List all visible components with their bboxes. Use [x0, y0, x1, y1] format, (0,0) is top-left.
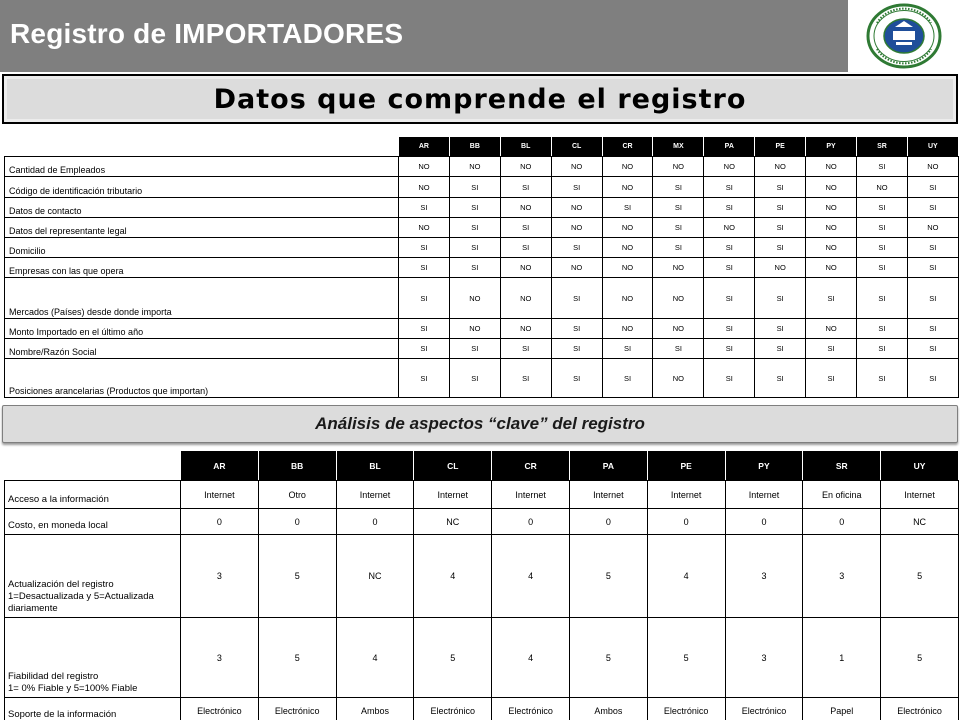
table-cell: 4	[414, 535, 492, 618]
table-cell: Electrónico	[258, 698, 336, 720]
row-label: Empresas con las que opera	[5, 258, 399, 278]
table-cell: Internet	[414, 481, 492, 509]
column-header-pe: PE	[755, 137, 806, 157]
table-cell: NO	[602, 319, 653, 339]
table-cell: SI	[857, 218, 908, 238]
logo	[848, 0, 960, 72]
table-cell: 4	[492, 618, 570, 698]
table-cell: SI	[602, 339, 653, 359]
row-label: Nombre/Razón Social	[5, 339, 399, 359]
table-cell: NO	[653, 359, 704, 398]
table-cell: Electrónico	[881, 698, 959, 720]
table-cell: SI	[704, 359, 755, 398]
table-row	[5, 618, 959, 698]
table-cell: 0	[336, 509, 414, 535]
table-cell: 5	[647, 618, 725, 698]
column-header-cl: CL	[414, 451, 492, 481]
table-cell: NO	[806, 157, 857, 177]
table-row	[5, 339, 959, 359]
table-cell: SI	[755, 339, 806, 359]
table-cell: NO	[399, 177, 450, 198]
table-cell: Electrónico	[492, 698, 570, 720]
column-header-cr: CR	[602, 137, 653, 157]
row-label: Cantidad de Empleados	[5, 157, 399, 177]
table-cell: SI	[653, 238, 704, 258]
table-cell: NO	[806, 177, 857, 198]
table-corner-cell	[5, 451, 181, 481]
column-header-sr: SR	[857, 137, 908, 157]
table-cell: SI	[704, 258, 755, 278]
section-title-analisis: Análisis de aspectos “clave” del registro	[315, 414, 645, 433]
column-header-pa: PA	[569, 451, 647, 481]
table-cell: 3	[181, 535, 259, 618]
column-header-py: PY	[806, 137, 857, 157]
table-cell: NO	[806, 258, 857, 278]
table-cell: SI	[399, 238, 450, 258]
table-cell: NO	[907, 157, 958, 177]
table-row	[5, 319, 959, 339]
table-cell: NO	[500, 198, 551, 218]
table-cell: 0	[803, 509, 881, 535]
table-cell: En oficina	[803, 481, 881, 509]
table-cell: NO	[399, 218, 450, 238]
table-cell: NO	[602, 278, 653, 319]
table-cell: SI	[907, 258, 958, 278]
table-cell: 0	[492, 509, 570, 535]
column-header-bb: BB	[449, 137, 500, 157]
table-cell: SI	[551, 339, 602, 359]
table-row	[5, 481, 959, 509]
table-cell: SI	[653, 177, 704, 198]
table-cell: SI	[399, 198, 450, 218]
table-cell: NO	[602, 157, 653, 177]
page-title: Registro de IMPORTADORES	[10, 18, 404, 49]
row-label: Mercados (Países) desde donde importa	[5, 278, 399, 319]
table-cell: 0	[258, 509, 336, 535]
table-cell: NO	[602, 177, 653, 198]
table-cell: Internet	[492, 481, 570, 509]
table-cell: Electrónico	[414, 698, 492, 720]
table-cell: SI	[806, 339, 857, 359]
analisis-registro-table	[4, 450, 959, 720]
table-cell: SI	[449, 339, 500, 359]
table-cell: SI	[857, 258, 908, 278]
table-cell: SI	[857, 278, 908, 319]
table-row	[5, 258, 959, 278]
table-row	[5, 359, 959, 398]
table-cell: SI	[704, 198, 755, 218]
table-cell: NO	[500, 319, 551, 339]
column-header-bl: BL	[336, 451, 414, 481]
table-cell: NO	[449, 157, 500, 177]
column-header-ar: AR	[399, 137, 450, 157]
table-cell: SI	[857, 339, 908, 359]
table-cell: NO	[500, 278, 551, 319]
table-cell: SI	[449, 198, 500, 218]
table-cell: Electrónico	[181, 698, 259, 720]
table-corner-cell	[5, 137, 399, 157]
table-cell: NO	[602, 238, 653, 258]
table-cell: SI	[704, 319, 755, 339]
table-cell: SI	[755, 278, 806, 319]
table-cell: SI	[449, 218, 500, 238]
table-cell: NC	[336, 535, 414, 618]
datos-registro-table	[4, 136, 959, 398]
table-cell: 0	[647, 509, 725, 535]
table-cell: SI	[551, 177, 602, 198]
table-cell: SI	[653, 198, 704, 218]
table-cell: SI	[907, 339, 958, 359]
column-header-py: PY	[725, 451, 803, 481]
table-cell: Internet	[725, 481, 803, 509]
table-cell: NO	[602, 218, 653, 238]
table-cell: NO	[857, 177, 908, 198]
table-cell: SI	[399, 278, 450, 319]
table-header-row	[5, 451, 959, 481]
table-cell: Otro	[258, 481, 336, 509]
table-cell: NO	[449, 278, 500, 319]
table-cell: SI	[704, 177, 755, 198]
table-cell: NO	[907, 218, 958, 238]
table-cell: SI	[704, 339, 755, 359]
table-cell: SI	[907, 177, 958, 198]
table-cell: SI	[449, 177, 500, 198]
table-cell: SI	[857, 319, 908, 339]
table-cell: SI	[551, 278, 602, 319]
table-cell: NO	[806, 198, 857, 218]
table-cell: Electrónico	[725, 698, 803, 720]
table-cell: NO	[653, 157, 704, 177]
table-cell: Ambos	[569, 698, 647, 720]
column-header-uy: UY	[881, 451, 959, 481]
table-cell: 5	[881, 618, 959, 698]
table-cell: SI	[551, 238, 602, 258]
row-label: Monto Importado en el último año	[5, 319, 399, 339]
column-header-uy: UY	[907, 137, 958, 157]
table-cell: SI	[551, 319, 602, 339]
table-cell: Internet	[336, 481, 414, 509]
table-cell: 1	[803, 618, 881, 698]
column-header-cl: CL	[551, 137, 602, 157]
table-cell: Internet	[881, 481, 959, 509]
table-cell: SI	[755, 238, 806, 258]
table-row	[5, 509, 959, 535]
table-cell: NO	[806, 218, 857, 238]
table-cell: 5	[414, 618, 492, 698]
table-cell: NO	[755, 157, 806, 177]
column-header-pa: PA	[704, 137, 755, 157]
column-header-bb: BB	[258, 451, 336, 481]
table-cell: NO	[755, 258, 806, 278]
table-cell: 5	[569, 535, 647, 618]
table-cell: SI	[500, 177, 551, 198]
table-cell: NO	[806, 238, 857, 258]
table-cell: 3	[181, 618, 259, 698]
table-cell: SI	[907, 319, 958, 339]
table-cell: NO	[551, 218, 602, 238]
table-cell: NO	[806, 319, 857, 339]
row-label: Costo, en moneda local	[5, 509, 181, 535]
table-cell: SI	[602, 359, 653, 398]
table-cell: 4	[336, 618, 414, 698]
table-cell: NO	[500, 258, 551, 278]
table-cell: SI	[755, 359, 806, 398]
table-cell: SI	[399, 359, 450, 398]
table-cell: NO	[500, 157, 551, 177]
table-cell: SI	[907, 198, 958, 218]
table-cell: SI	[704, 278, 755, 319]
column-header-cr: CR	[492, 451, 570, 481]
row-label: Datos del representante legal	[5, 218, 399, 238]
table-cell: 5	[881, 535, 959, 618]
table-cell: SI	[755, 218, 806, 238]
table-cell: SI	[857, 157, 908, 177]
table-cell: NO	[653, 278, 704, 319]
table-cell: SI	[399, 258, 450, 278]
table-cell: SI	[653, 218, 704, 238]
table-cell: NO	[399, 157, 450, 177]
row-label: Acceso a la información	[5, 481, 181, 509]
row-label: Código de identificación tributario	[5, 177, 399, 198]
section-title-datos: Datos que comprende el registro	[213, 83, 747, 115]
table-cell: NO	[602, 258, 653, 278]
table-row	[5, 238, 959, 258]
table-cell: 3	[725, 618, 803, 698]
table-cell: SI	[907, 278, 958, 319]
row-label: Domicilio	[5, 238, 399, 258]
table-cell: SI	[857, 238, 908, 258]
table-row	[5, 177, 959, 198]
row-label: Actualización del registro 1=Desactualizada y 5=Actualizada diariamente	[5, 535, 181, 618]
table-cell: Internet	[569, 481, 647, 509]
table-cell: Papel	[803, 698, 881, 720]
row-label: Fiabilidad del registro 1= 0% Fiable y 5=100% Fiable	[5, 618, 181, 698]
table-cell: 3	[725, 535, 803, 618]
table-row	[5, 157, 959, 177]
section-banner-analisis	[2, 405, 958, 443]
table-row	[5, 218, 959, 238]
table-cell: 0	[725, 509, 803, 535]
table-cell: SI	[500, 359, 551, 398]
table-cell: SI	[602, 198, 653, 218]
table-cell: NO	[551, 157, 602, 177]
table-cell: NO	[551, 198, 602, 218]
table-cell: NO	[449, 319, 500, 339]
table-cell: 3	[803, 535, 881, 618]
row-label: Soporte de la información	[5, 698, 181, 720]
table-cell: SI	[399, 339, 450, 359]
table-cell: SI	[500, 339, 551, 359]
table-cell: 0	[569, 509, 647, 535]
table-cell: SI	[704, 238, 755, 258]
table-cell: SI	[806, 359, 857, 398]
table-cell: NC	[414, 509, 492, 535]
table-cell: Internet	[181, 481, 259, 509]
table-cell: SI	[755, 319, 806, 339]
table-cell: 4	[492, 535, 570, 618]
table-cell: NO	[653, 319, 704, 339]
header-bar	[0, 0, 848, 72]
table-cell: Ambos	[336, 698, 414, 720]
table-cell: SI	[399, 319, 450, 339]
table-cell: 0	[181, 509, 259, 535]
table-cell: SI	[857, 359, 908, 398]
table-row	[5, 198, 959, 218]
table-cell: 5	[569, 618, 647, 698]
table-cell: NO	[653, 258, 704, 278]
table-cell: Internet	[647, 481, 725, 509]
table-cell: NO	[704, 218, 755, 238]
column-header-bl: BL	[500, 137, 551, 157]
table-cell: 5	[258, 618, 336, 698]
institution-seal-icon	[865, 3, 943, 69]
table-cell: 5	[258, 535, 336, 618]
column-header-sr: SR	[803, 451, 881, 481]
table-cell: NC	[881, 509, 959, 535]
table-cell: SI	[857, 198, 908, 218]
table-cell: Electrónico	[647, 698, 725, 720]
row-label: Posiciones arancelarias (Productos que importan)	[5, 359, 399, 398]
table-cell: SI	[551, 359, 602, 398]
column-header-ar: AR	[181, 451, 259, 481]
table-cell: SI	[653, 339, 704, 359]
table-row	[5, 535, 959, 618]
table-cell: 4	[647, 535, 725, 618]
table-cell: SI	[500, 218, 551, 238]
table-cell: SI	[755, 177, 806, 198]
table-row	[5, 278, 959, 319]
table-cell: SI	[449, 238, 500, 258]
table-cell: SI	[500, 238, 551, 258]
section-banner-datos	[2, 74, 958, 124]
column-header-pe: PE	[647, 451, 725, 481]
table-cell: SI	[755, 198, 806, 218]
table-cell: NO	[704, 157, 755, 177]
table-cell: SI	[449, 359, 500, 398]
table-cell: SI	[449, 258, 500, 278]
table-row	[5, 698, 959, 720]
table-cell: SI	[806, 278, 857, 319]
table-header-row	[5, 137, 959, 157]
table-cell: NO	[551, 258, 602, 278]
table-cell: SI	[907, 359, 958, 398]
column-header-mx: MX	[653, 137, 704, 157]
table-cell: SI	[907, 238, 958, 258]
row-label: Datos de contacto	[5, 198, 399, 218]
